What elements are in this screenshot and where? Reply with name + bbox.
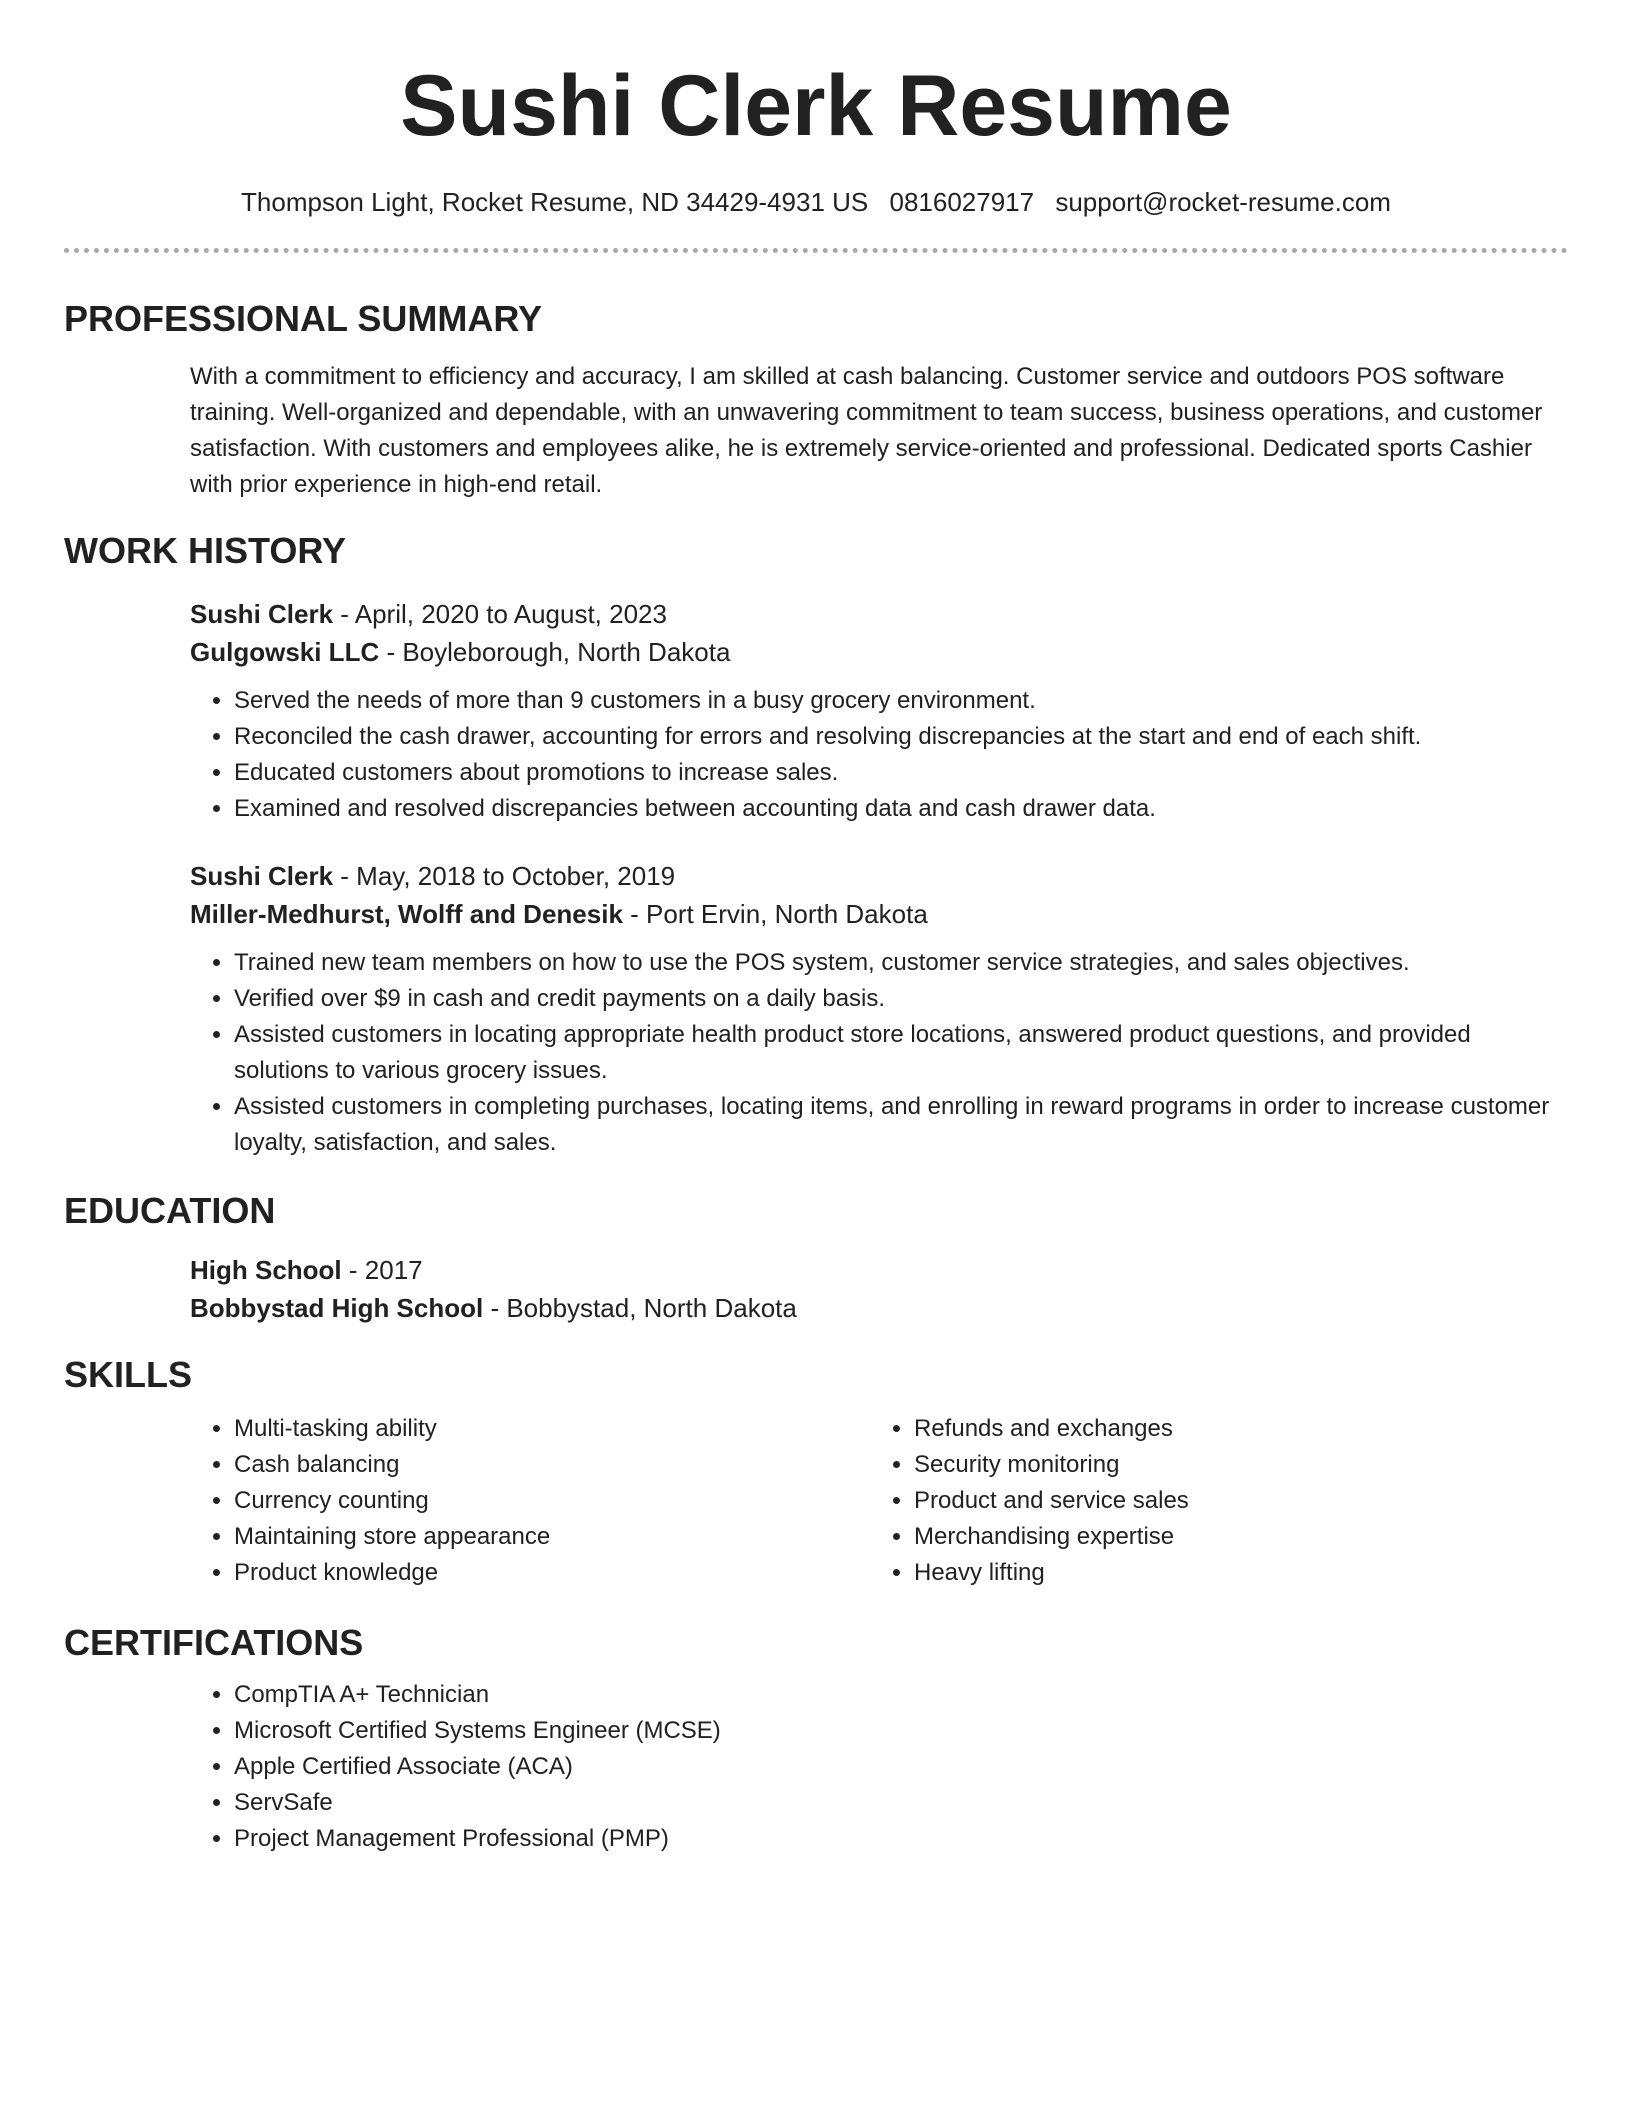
job-role-line — [190, 857, 1568, 895]
job-bullet: • Served the needs of more than 9 customers in a busy grocery environment. — [234, 683, 1568, 719]
job-dates: - May, 2018 to October, 2019 — [333, 861, 676, 891]
job-location: - Boyleborough, North Dakota — [379, 637, 731, 667]
job-bullet: • Verified over $9 in cash and credit payments on a daily basis. — [234, 981, 1568, 1017]
skills-list — [64, 1411, 1568, 1591]
job-dates: - April, 2020 to August, 2023 — [333, 599, 667, 629]
education-school-line — [190, 1289, 1568, 1327]
job-bullet: • Examined and resolved discrepancies between accounting data and cash drawer data. — [234, 791, 1568, 827]
certification-item: • ServSafe — [234, 1785, 1568, 1821]
summary-heading: PROFESSIONAL SUMMARY — [64, 298, 543, 339]
job-bullet: • Assisted customers in completing purchases, locating items, and enrolling in reward programs in order to increase customer loyalty, satisfaction, and sales. — [234, 1089, 1568, 1161]
skills-bullets — [870, 1411, 1550, 1591]
summary-text: With a commitment to efficiency and accuracy, I am skilled at cash balancing. Customer service and outdoors POS software training. Well-organized and dependable, with an unwavering commitment to team success, business operations, and customer satisfaction. With customers and employees alike, he is extremely service-oriented and professional. Dedicated sports Cashier with prior experience in high-end retail. — [190, 363, 1543, 498]
contact-email: support@rocket-resume.com — [1055, 187, 1391, 217]
skills-heading: SKILLS — [64, 1354, 193, 1395]
job-entry — [64, 857, 1568, 1161]
skill-item: • Heavy lifting — [914, 1555, 1550, 1591]
contact-phone: 0816027917 — [889, 187, 1035, 217]
certifications-heading: CERTIFICATIONS — [64, 1622, 364, 1663]
contact-line — [64, 184, 1568, 220]
skills-column-right — [870, 1411, 1550, 1591]
skill-item: • Maintaining store appearance — [234, 1519, 870, 1555]
header-divider — [64, 248, 1568, 253]
certification-item: • CompTIA A+ Technician — [234, 1677, 1568, 1713]
job-company-line — [190, 895, 1568, 933]
education-degree: High School — [190, 1255, 342, 1285]
job-bullet: • Trained new team members on how to use the POS system, customer service strategies, and sales objectives. — [234, 945, 1568, 981]
job-company-line — [190, 633, 1568, 671]
job-company: Miller-Medhurst, Wolff and Denesik — [190, 899, 623, 929]
education-school: Bobbystad High School — [190, 1293, 484, 1323]
education-year: - 2017 — [341, 1255, 423, 1285]
education-location: - Bobbystad, North Dakota — [483, 1293, 797, 1323]
job-bullet: • Reconciled the cash drawer, accounting for errors and resolving discrepancies at the start and end of each shift. — [234, 719, 1568, 755]
certification-item: • Microsoft Certified Systems Engineer (MCSE) — [234, 1713, 1568, 1749]
skill-item: • Security monitoring — [914, 1447, 1550, 1483]
certification-item: • Apple Certified Associate (ACA) — [234, 1749, 1568, 1785]
skill-item: • Refunds and exchanges — [914, 1411, 1550, 1447]
skill-item: • Currency counting — [234, 1483, 870, 1519]
skill-item: • Product and service sales — [914, 1483, 1550, 1519]
skills-column-left — [190, 1411, 870, 1591]
resume-title: Sushi Clerk Resume — [400, 58, 1232, 154]
job-bullet: • Educated customers about promotions to increase sales. — [234, 755, 1568, 791]
skill-item: • Merchandising expertise — [914, 1519, 1550, 1555]
job-company: Gulgowski LLC — [190, 637, 380, 667]
job-role-line — [190, 595, 1568, 633]
skill-item: • Cash balancing — [234, 1447, 870, 1483]
work-history-heading: WORK HISTORY — [64, 530, 347, 571]
job-bullets — [190, 683, 1568, 827]
job-bullet: • Assisted customers in locating appropriate health product store locations, answered product questions, and provided solutions to various grocery issues. — [234, 1017, 1568, 1089]
contact-address: Thompson Light, Rocket Resume, ND 34429-4931 US — [241, 187, 869, 217]
job-role: Sushi Clerk — [190, 861, 334, 891]
job-bullets — [190, 945, 1568, 1161]
skill-item: • Product knowledge — [234, 1555, 870, 1591]
job-role: Sushi Clerk — [190, 599, 334, 629]
certifications-list — [64, 1677, 1568, 1857]
skills-bullets — [190, 1411, 870, 1591]
certification-item: • Project Management Professional (PMP) — [234, 1821, 1568, 1857]
education-heading: EDUCATION — [64, 1190, 276, 1231]
job-entry — [64, 595, 1568, 827]
job-location: - Port Ervin, North Dakota — [622, 899, 928, 929]
education-degree-line — [190, 1251, 1568, 1289]
skill-item: • Multi-tasking ability — [234, 1411, 870, 1447]
education-entry — [64, 1251, 1568, 1327]
certification-bullets — [190, 1677, 1568, 1857]
